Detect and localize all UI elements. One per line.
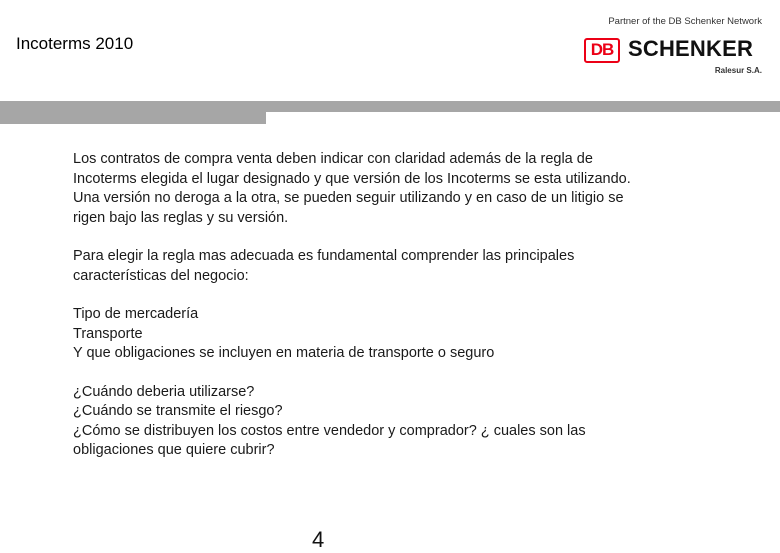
text-line: Transporte (73, 325, 143, 342)
text-line: Incoterms elegida el lugar designado y que versión de los Incoterms se esta utilizando. (73, 170, 631, 187)
header-divider-tab (0, 112, 266, 124)
text-line: Y que obligaciones se incluyen en materia de transporte o seguro (73, 345, 495, 361)
page-title: Incoterms 2010 (16, 34, 134, 53)
subsidiary-name: Ralesur S.A. (714, 66, 762, 75)
partner-network-text: Partner of the DB Schenker Network (608, 16, 762, 27)
text-line: rigen bajo las reglas y su versión. (73, 209, 289, 226)
text-line: ¿Cuándo deberia utilizarse? (73, 383, 255, 400)
text-line: Tipo de mercadería (73, 306, 199, 322)
brand-name: SCHENKER (628, 36, 754, 61)
paragraph-characteristics (73, 305, 713, 364)
text-line: Para elegir la regla mas adecuada es fundamental comprender las principales (73, 248, 575, 264)
paragraph-choose-rule (73, 247, 713, 286)
text-line: ¿Cómo se distribuyen los costos entre vendedor y comprador? ¿ cuales son las (73, 422, 586, 439)
text-line: obligaciones que quiere cubrir? (73, 442, 275, 458)
text-line: Los contratos de compra venta deben indicar con claridad además de la regla de (73, 151, 593, 167)
header-divider (0, 101, 780, 112)
text-line: ¿Cuándo se transmite el riesgo? (73, 403, 283, 419)
db-schenker-logo (582, 16, 762, 78)
body-text (73, 150, 713, 480)
text-line: Una versión no deroga a la otra, se pueden seguir utilizando y en caso de un litigio se (73, 190, 624, 206)
paragraph-questions (73, 383, 713, 461)
db-logo-icon: DB (584, 38, 620, 63)
paragraph-contracts (73, 150, 713, 228)
text-line: características del negocio: (73, 267, 249, 284)
page-number: 4 (312, 527, 325, 552)
